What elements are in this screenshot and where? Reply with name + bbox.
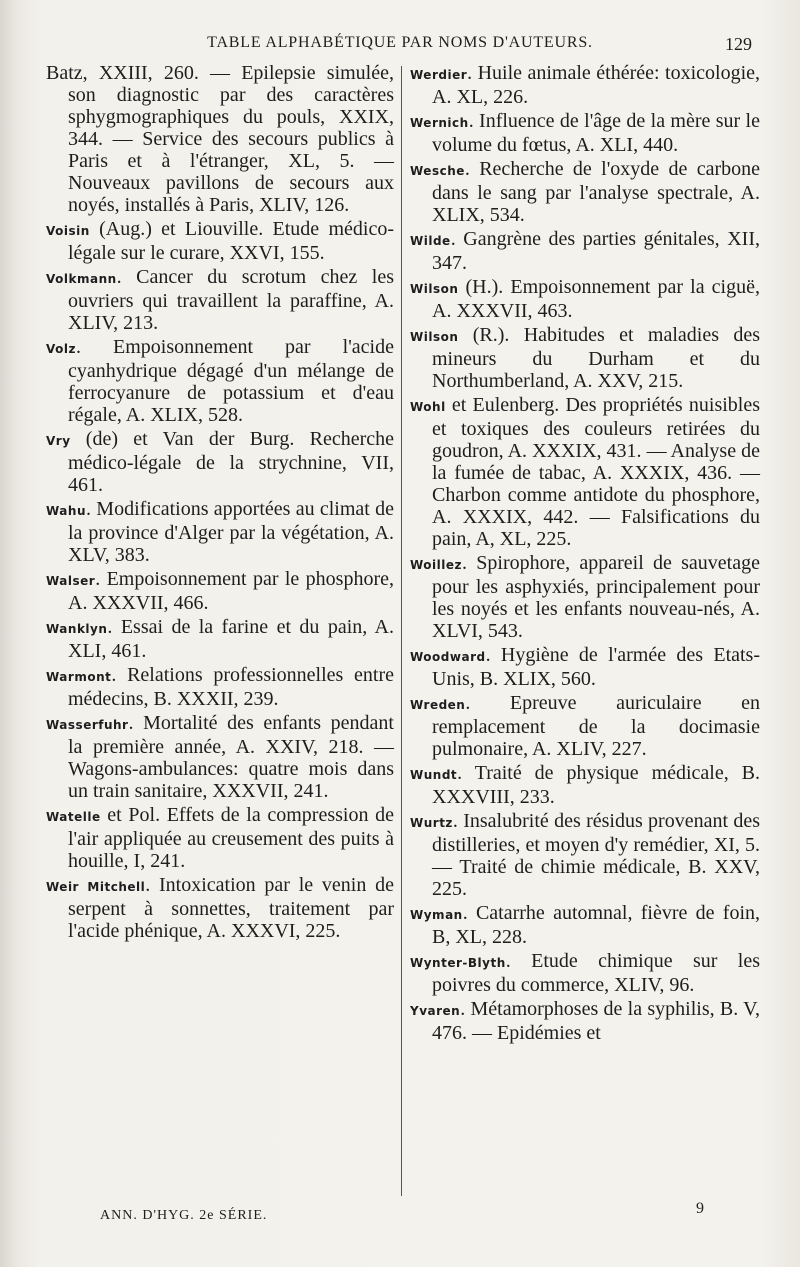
entry-text: . Hygiène de l'armée des Etats-Unis, B. XLIX, 560. bbox=[432, 644, 760, 690]
index-entry bbox=[46, 804, 394, 872]
entry-text: . Empoisonnement par le phosphore, A. XXXVII, 466. bbox=[68, 568, 394, 614]
author-name: Wurtz bbox=[410, 816, 453, 830]
entry-text: (H.). Empoisonnement par la ciguë, A. XXXVII, 463. bbox=[432, 276, 760, 322]
page-footer bbox=[100, 1200, 740, 1238]
entry-text: . Relations professionnelles entre médecins, B. XXXII, 239. bbox=[68, 664, 394, 710]
right-column bbox=[410, 62, 760, 1046]
entry-text: (R.). Habitudes et maladies des mineurs du Durham et du Northumberland, A. XXV, 215. bbox=[432, 324, 760, 392]
left-column bbox=[46, 62, 394, 944]
author-name: Vry bbox=[46, 434, 71, 448]
entry-text: . Gangrène des parties génitales, XII, 347. bbox=[432, 228, 760, 274]
running-header bbox=[40, 28, 760, 58]
author-name: Warmont bbox=[46, 670, 112, 684]
entry-text: . Métamorphoses de la syphilis, B. V, 476. — Epidémies et bbox=[432, 998, 760, 1044]
index-entry bbox=[46, 568, 394, 614]
index-entry bbox=[46, 664, 394, 710]
entry-text: . Recherche de l'oxyde de carbone dans le sang par l'analyse spectrale, A. XLIX, 534. bbox=[432, 158, 760, 226]
entry-text: . Intoxication par le venin de serpent à sonnettes, traitement par l'acide phénique, A. XXXVI, 225. bbox=[68, 874, 395, 942]
author-name: Wahu bbox=[46, 504, 86, 518]
entry-text: . Influence de l'âge de la mère sur le volume du fœtus, A. XLI, 440. bbox=[432, 110, 760, 156]
index-entry bbox=[46, 874, 394, 942]
index-entry bbox=[410, 644, 760, 690]
entry-text: . Insalubrité des résidus provenant des distilleries, et moyen d'y remédier, XI, 5. — Traité de chimie médicale, B. XXV, 225. bbox=[432, 810, 760, 900]
author-name: Yvaren bbox=[410, 1004, 461, 1018]
entry-text: . Etude chimique sur les poivres du commerce, XLIV, 96. bbox=[432, 950, 760, 996]
author-name: Wynter-Blyth bbox=[410, 956, 506, 970]
author-name: Wernich bbox=[410, 116, 469, 130]
entry-text: Batz, XXIII, 260. — Epilepsie simulée, son diagnostic par des caractères sphygmographiques du pouls, XXIX, 344. — Service des secours publics à Paris et à l'étranger, XL, 5. — Nouveaux pavillons de secours aux noyés, installés à Paris, XLIV, 126. bbox=[46, 62, 394, 216]
page-title: TABLE ALPHABÉTIQUE PAR NOMS D'AUTEURS. bbox=[207, 34, 593, 51]
author-name: Volkmann bbox=[46, 272, 117, 286]
author-name: Wilson bbox=[410, 330, 459, 344]
author-name: Voisin bbox=[46, 224, 90, 238]
page-number: 129 bbox=[725, 34, 752, 54]
author-name: Wohl bbox=[410, 400, 446, 414]
author-name: Weir Mitchell bbox=[46, 880, 146, 894]
author-name: Wilde bbox=[410, 234, 451, 248]
entry-text: (de) et Van der Burg. Recherche médico-légale de la strychnine, VII, 461. bbox=[68, 428, 394, 496]
entry-text: . Mortalité des enfants pendant la première année, A. XXIV, 218. — Wagons-ambulances: quatre mois dans un train sanitaire, XXXVII, 241. bbox=[68, 712, 394, 802]
signature-mark: ANN. D'HYG. 2e SÉRIE. bbox=[100, 1208, 268, 1223]
index-entry bbox=[46, 428, 394, 496]
index-entry bbox=[410, 228, 760, 274]
index-entry bbox=[46, 266, 394, 334]
author-name: Walser bbox=[46, 574, 96, 588]
entry-text: . Essai de la farine et du pain, A. XLI, 461. bbox=[68, 616, 394, 662]
index-entry bbox=[410, 324, 760, 392]
author-name: Wesche bbox=[410, 164, 465, 178]
index-entry bbox=[46, 616, 394, 662]
index-entry bbox=[410, 902, 760, 948]
entry-text: . Traité de physique médicale, B. XXXVIII, 233. bbox=[432, 762, 760, 808]
entry-text: . Modifications apportées au climat de la province d'Alger par la végétation, A. XLV, 383. bbox=[68, 498, 394, 566]
index-entry bbox=[410, 692, 760, 760]
index-entry bbox=[410, 950, 760, 996]
author-name: Woodward bbox=[410, 650, 486, 664]
entry-text: (Aug.) et Liouville. Etude médico-légale sur le curare, XXVI, 155. bbox=[68, 218, 394, 264]
entry-text: et Eulenberg. Des propriétés nuisibles et toxiques des couleurs retirées du goudron, A. XXXIX, 431. — Analyse de la fumée de tabac, A. XXXIX, 436. — Charbon comme antidote du phosphore, A. XXXIX, 442. — Falsifications du pain, A, XL, 225. bbox=[432, 394, 760, 550]
author-name: Werdier bbox=[410, 68, 468, 82]
author-name: Watelle bbox=[46, 810, 101, 824]
index-entry bbox=[410, 810, 760, 900]
author-name: Wilson bbox=[410, 282, 459, 296]
author-name: Woillez bbox=[410, 558, 463, 572]
index-entry bbox=[410, 552, 760, 642]
index-entry bbox=[410, 110, 760, 156]
author-name: Wreden bbox=[410, 698, 466, 712]
index-entry bbox=[410, 62, 760, 108]
author-name: Wasserfuhr bbox=[46, 718, 129, 732]
entry-text: . Epreuve auriculaire en remplacement de la docimasie pulmonaire, A. XLIV, 227. bbox=[432, 692, 760, 760]
sheet-number: 9 bbox=[696, 1200, 704, 1217]
index-entry bbox=[410, 762, 760, 808]
index-entry bbox=[46, 218, 394, 264]
index-entry bbox=[410, 998, 760, 1044]
entry-text: . Empoisonnement par l'acide cyanhydrique dégagé d'un mélange de ferrocyanure de potassium et d'eau régale, A. XLIX, 528. bbox=[68, 336, 394, 426]
index-entry bbox=[46, 336, 394, 426]
entry-text: . Catarrhe automnal, fièvre de foin, B, XL, 228. bbox=[432, 902, 760, 948]
entry-text: . Cancer du scrotum chez les ouvriers qui travaillent la paraffine, A. XLIV, 213. bbox=[68, 266, 394, 334]
index-entry bbox=[410, 276, 760, 322]
author-name: Wyman bbox=[410, 908, 463, 922]
entry-text: et Pol. Effets de la compression de l'air appliquée au creusement des puits à houille, I, 241. bbox=[68, 804, 394, 872]
author-name: Wundt bbox=[410, 768, 458, 782]
index-entry bbox=[410, 394, 760, 550]
index-entry bbox=[410, 158, 760, 226]
index-entry bbox=[46, 712, 394, 802]
index-entry bbox=[46, 498, 394, 566]
entry-text: . Spirophore, appareil de sauvetage pour les asphyxiés, principalement pour les noyés et les enfants nouveau-nés, A. XLVI, 543. bbox=[432, 552, 760, 642]
index-entry bbox=[46, 62, 394, 216]
column-divider bbox=[401, 66, 402, 1196]
author-name: Wanklyn bbox=[46, 622, 108, 636]
entry-text: . Huile animale éthérée: toxicologie, A. XL, 226. bbox=[432, 62, 760, 108]
author-name: Volz bbox=[46, 342, 76, 356]
